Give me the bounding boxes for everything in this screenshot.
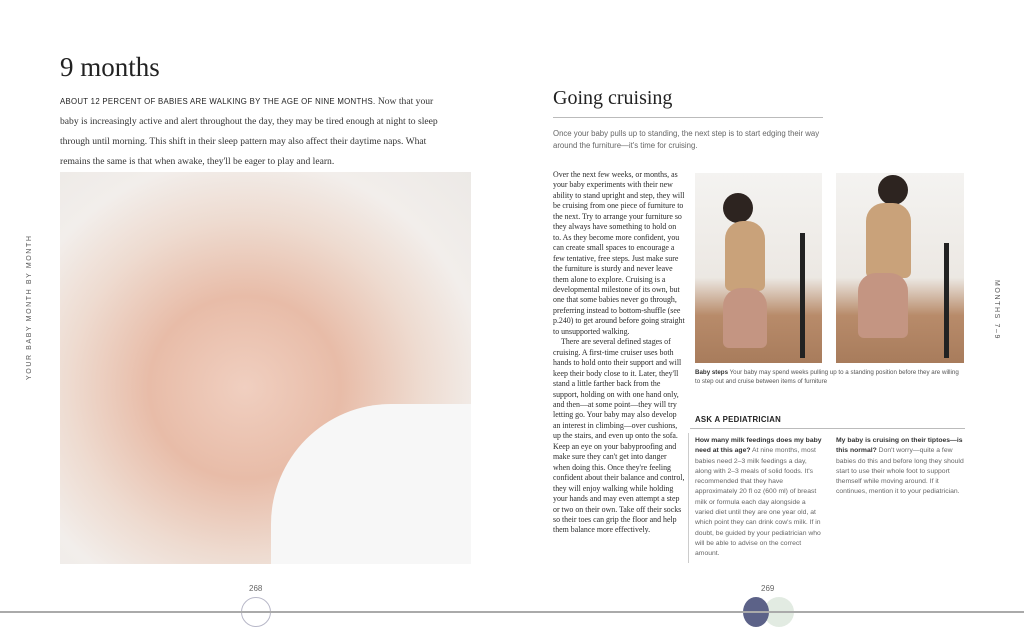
question: My baby is cruising on their tiptoes—is this normal? (836, 437, 963, 455)
body-paragraph: There are several defined stages of cruising. A first-time cruiser uses both hands to hold onto their support and will keep their body close to it. Later, they'll stand a little farther back from the support, holding on with one hand only, and then—at some point—they will try letting go. Your baby may also develop an interest in climbing—over cushions, up the stairs, and even up onto the sofa. Keep an eye on your babyproofing and make sure they can't get into danger when doing this. Once they're feeling confident about their balance and control, they will enjoy walking while holding your hands and may even attempt a step or two on their own. Take off their socks so their toes can grip the floor and help them balance more effectively. (553, 337, 685, 535)
heading-divider (553, 117, 823, 118)
caption-title: Baby steps (695, 369, 729, 376)
side-label-right: MONTHS 7–9 (993, 280, 1000, 340)
intro-caps: ABOUT 12 PERCENT OF BABIES ARE WALKING BY THE AGE OF NINE MONTHS. (60, 97, 376, 106)
sleeping-baby-photo (60, 172, 471, 564)
intro-paragraph (60, 92, 440, 172)
caption-text: Your baby may spend weeks pulling up to a standing position before they are willing to step out and cruise between items of furniture (695, 369, 959, 385)
page-title: 9 months (60, 52, 160, 82)
ask-divider (690, 428, 965, 429)
qa-item (695, 436, 823, 560)
answer: At nine months, most babies need 2–3 milk feedings a day, along with 2–3 meals of solid foods. It's recommended that they have approximately 20 fl oz (600 ml) of breast milk or formula each day alongside a varied diet until they are one year old, at which point they can drink cow's milk. If in doubt, be guided by your pediatrician who will be able to advise on the correct amount. (695, 447, 821, 558)
answer: Don't worry—quite a few babies do this and before long they should start to use their whole foot to support themself while moving around. If it continues, mention it to your pediatrician. (836, 447, 964, 496)
photo-caption (695, 368, 965, 386)
intro-text: Now that your baby is increasingly active and alert throughout the day, they may be tired enough at night to sleep through until morning. This shift in their sleep pattern may also affect their daytime naps. What remains the same is that when awake, they'll be eager to play and learn. (60, 96, 438, 167)
body-text (553, 170, 685, 536)
cruising-photo-1 (695, 173, 822, 363)
question: How many milk feedings does my baby need at this age? (695, 437, 822, 455)
side-label-left: YOUR BABY MONTH BY MONTH (26, 234, 33, 380)
ask-pediatrician-heading: ASK A PEDIATRICIAN (695, 415, 782, 424)
lead-paragraph: Once your baby pulls up to standing, the next step is to start edging their way around the furniture—it's time for cruising. (553, 129, 820, 150)
body-paragraph: Over the next few weeks, or months, as your baby experiments with their new ability to stand upright and step, they will be cruising from one piece of furniture to the next. Try to arrange your furniture so they always have something to hold on to. As they become more confident, you can create small spaces to encourage a few tentative, free steps. Just make sure the furniture is sturdy and never leave them alone to explore. Cruising is a developmental milestone of its own, but one that some babies never go through, preferring instead to bottom-shuffle (see p.240) to get around before going straight to unsupported walking. (553, 170, 685, 336)
section-heading: Going cruising (553, 87, 673, 109)
cruising-photo-2 (836, 173, 964, 363)
page-number-right: 269 (761, 584, 775, 593)
qa-item (836, 436, 964, 498)
page-number-left: 268 (249, 584, 263, 593)
column-divider (688, 433, 689, 563)
